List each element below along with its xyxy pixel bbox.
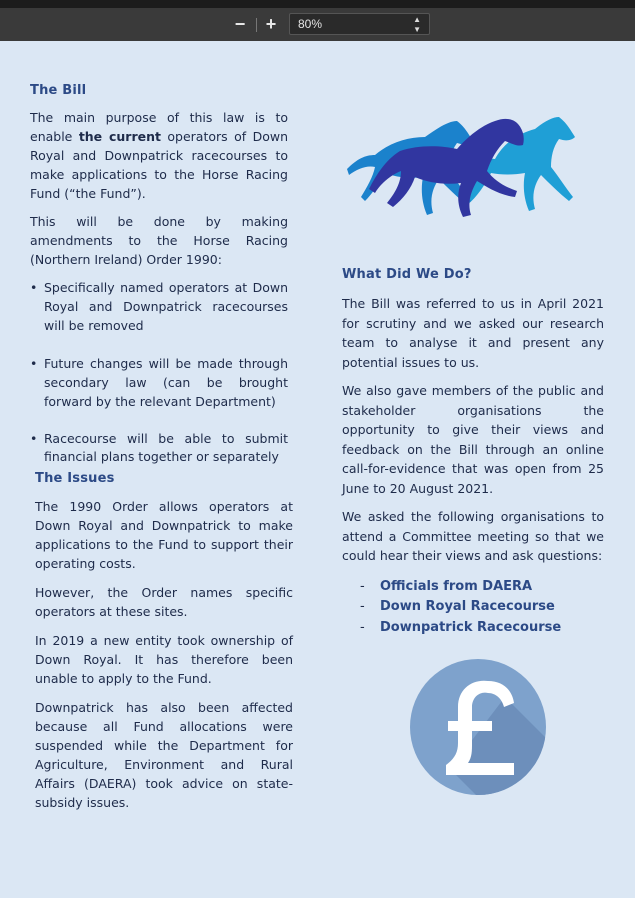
zoom-out-button[interactable]: −: [234, 14, 246, 34]
bill-bullet: • Specifically named operators at Down Royal and Downpatrick racecourses will be removed: [30, 278, 288, 335]
organisation-item: - Down Royal Racecourse: [342, 597, 604, 618]
issues-paragraph: In 2019 a new entity took ownership of Down Royal. It has therefore been unable to apply to the Fund.: [35, 633, 293, 686]
bill-purpose-paragraph: [30, 108, 288, 203]
issues-paragraph: The 1990 Order allows operators at Down Royal and Downpatrick to make applications to the Fund to support their operating costs.: [35, 499, 293, 571]
what-paragraph: The Bill was referred to us in April 2021 for scrutiny and we asked our research team to analyse it and present any potential issues to us.: [342, 296, 604, 370]
bill-bullet: • Racecourse will be able to submit financial plans together or separately: [30, 430, 288, 466]
document-page: [0, 41, 635, 898]
zoom-value: 80%: [298, 17, 323, 31]
bill-purpose-post: operators of Down Royal and Downpatrick racecourses to make applications to the Horse Racing Fund (“the Fund”).: [30, 129, 288, 201]
bill-bullet: • Future changes will be made through secondary law (can be brought forward by the relevant Department): [30, 354, 288, 411]
bill-amendments-paragraph: This will be done by making amendments to the Horse Racing (Northern Ireland) Order 1990:: [30, 214, 288, 267]
issues-heading: The Issues: [35, 471, 115, 486]
issues-paragraph: However, the Order names specific operators at these sites.: [35, 585, 293, 619]
bill-section: [30, 81, 288, 466]
what-we-did-section: [342, 265, 604, 638]
organisations-list: [342, 577, 604, 639]
bill-purpose-bold: the current: [78, 129, 161, 144]
pound-sterling-icon: [410, 659, 546, 795]
zoom-in-button[interactable]: +: [265, 14, 277, 34]
issues-section: [35, 469, 293, 821]
organisation-item: - Officials from DAERA: [342, 577, 604, 598]
what-paragraph: We also gave members of the public and stakeholder organisations the opportunity to give their views and feedback on the Bill through an online call-for-evidence that was open from 25 June to 20 August 2021.: [342, 383, 604, 496]
pdf-toolbar: [0, 0, 635, 41]
organisation-item: - Downpatrick Racecourse: [342, 618, 604, 639]
what-paragraph: We asked the following organisations to attend a Committee meeting so that we could hear their views and ask questions:: [342, 509, 604, 563]
toolbar-divider: [256, 18, 257, 32]
issues-paragraph: Downpatrick has also been affected because all Fund allocations were suspended while the Department for Agriculture, Environment and Rural Affairs (DAERA) took advice on state-subsidy issues.: [35, 700, 293, 810]
select-arrows-icon: ▲ ▼: [413, 15, 421, 34]
bill-heading: The Bill: [30, 83, 87, 98]
what-heading: What Did We Do?: [342, 267, 472, 282]
bill-purpose-pre: The main purpose of this law is to enable: [30, 110, 288, 144]
running-horses-icon: [345, 111, 590, 221]
zoom-select[interactable]: [289, 13, 430, 35]
